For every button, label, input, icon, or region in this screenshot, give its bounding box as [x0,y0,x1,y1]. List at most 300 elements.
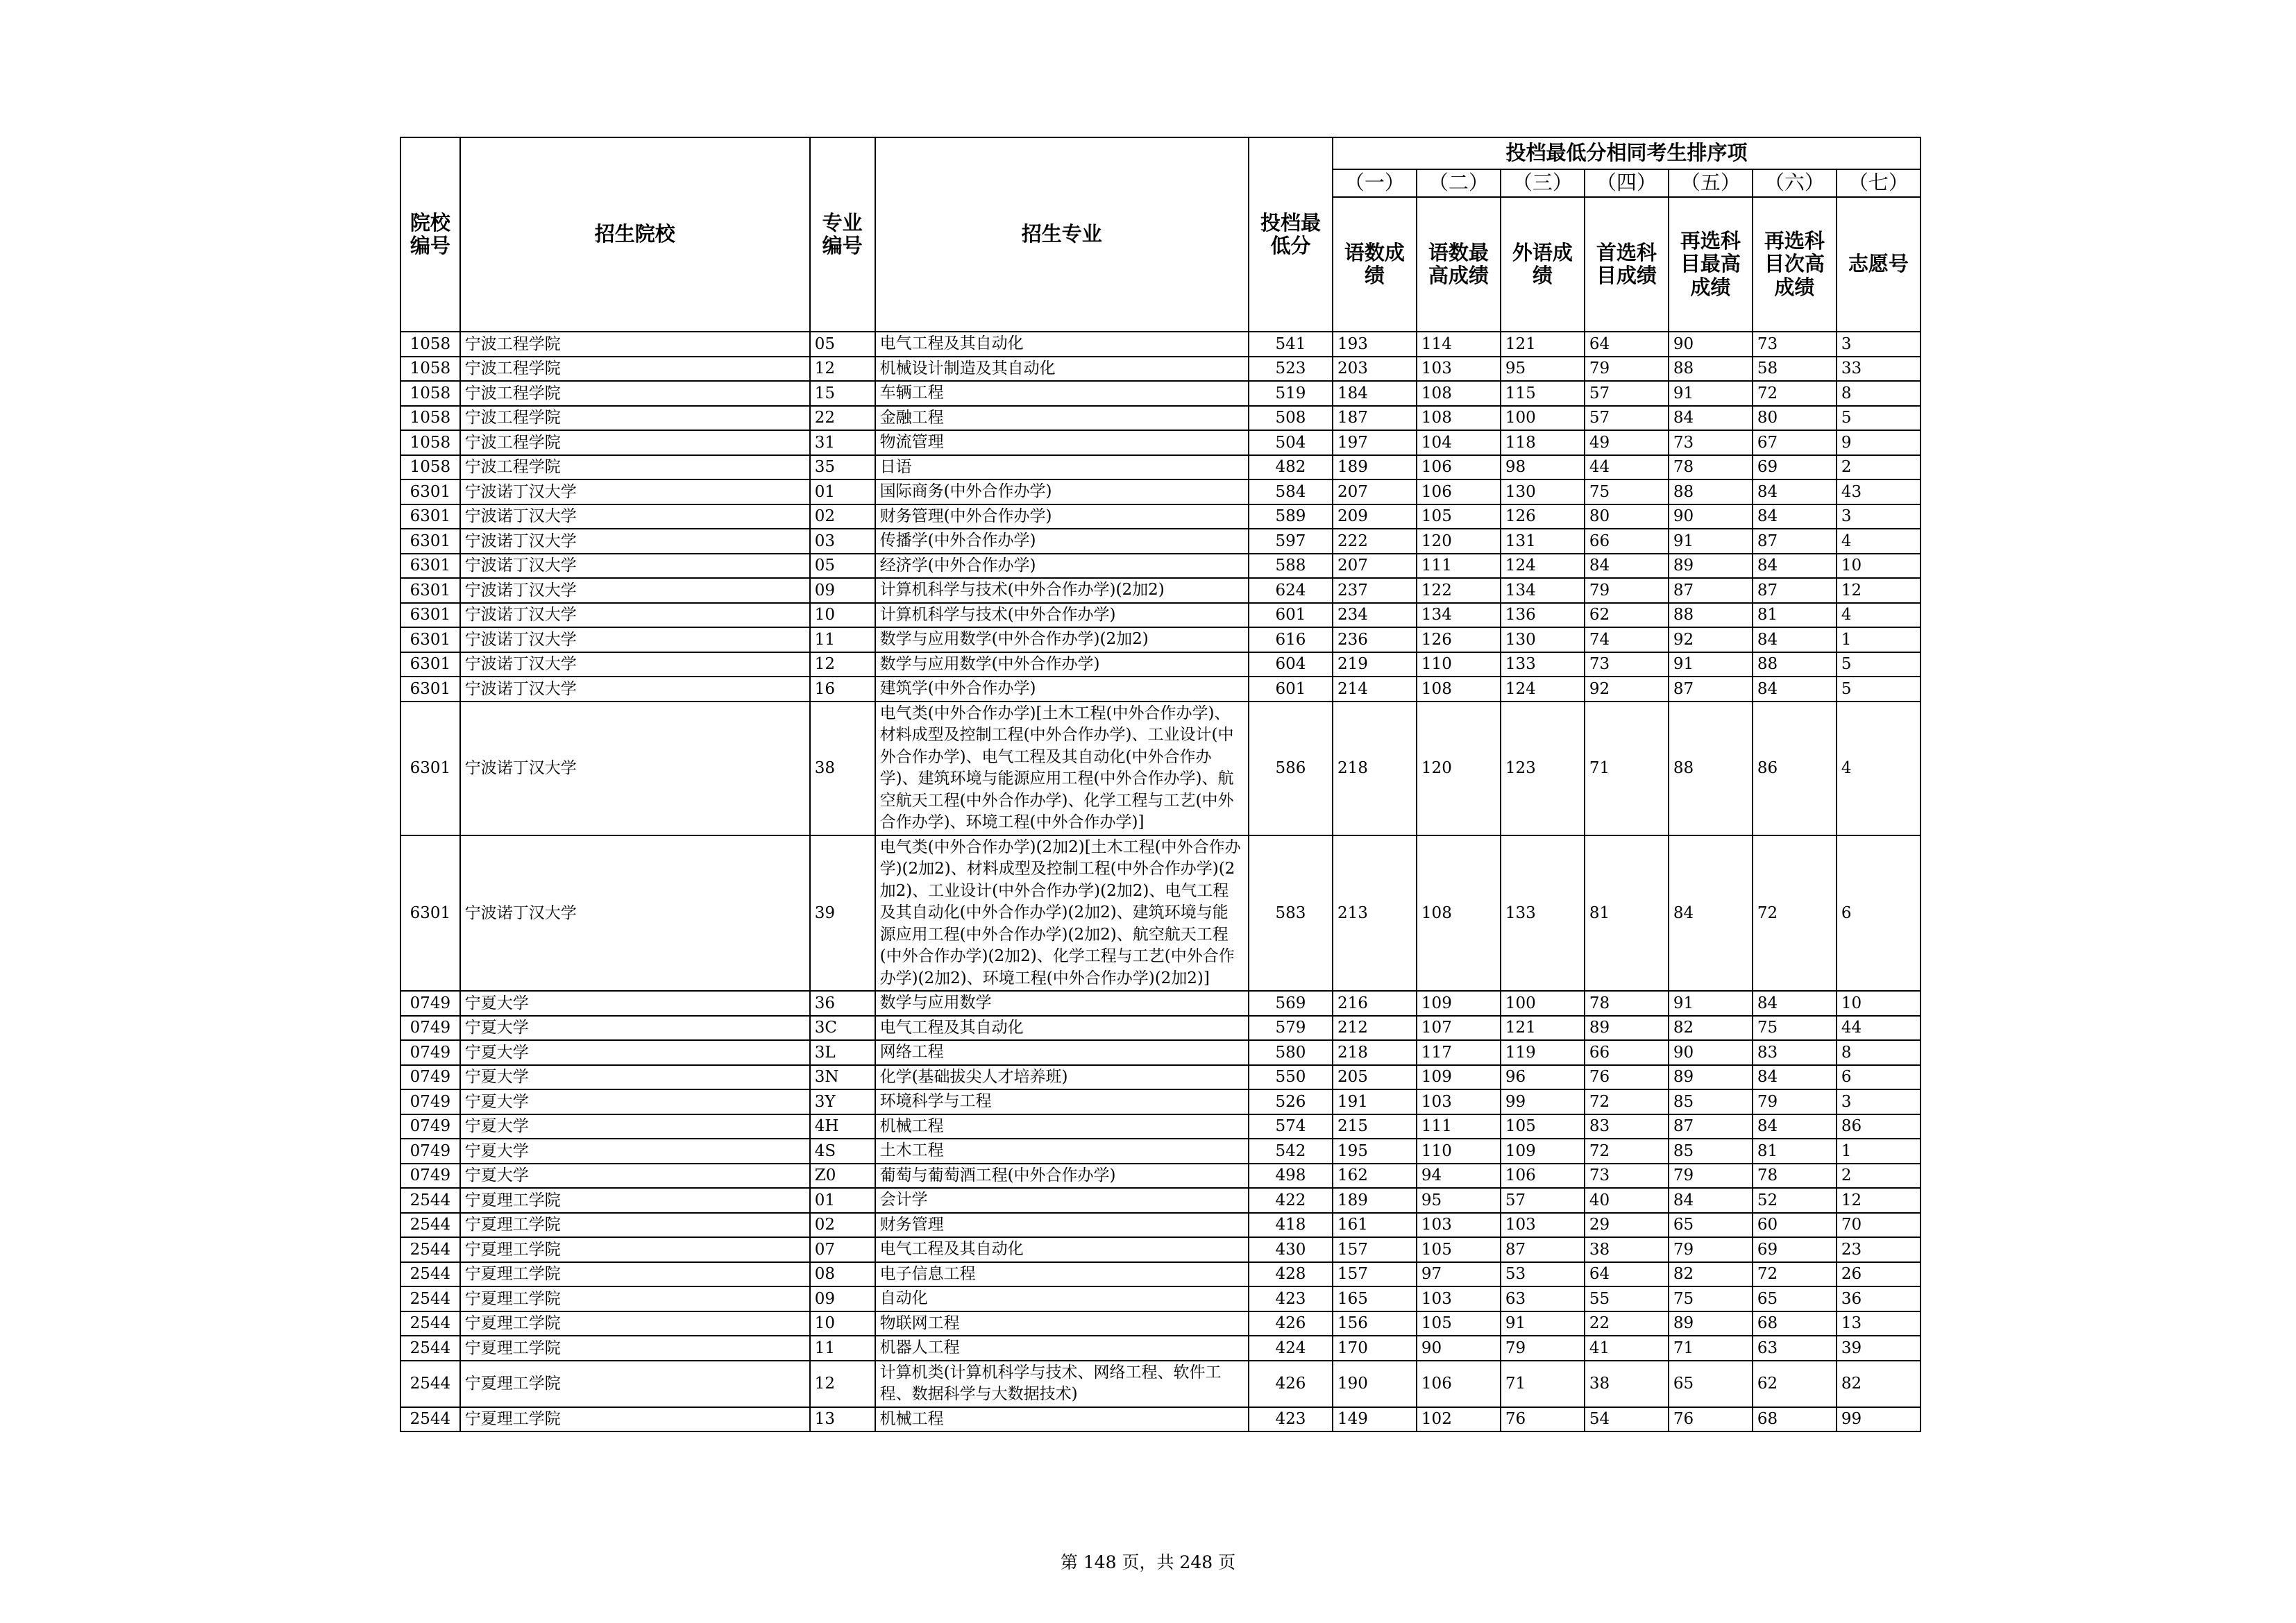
major-code-cell: 10 [810,603,875,628]
tiebreak-4-cell: 74 [1585,627,1669,652]
school-code-cell: 1058 [400,406,460,431]
tiebreak-6-cell: 84 [1753,677,1837,702]
major-code-cell: 11 [810,627,875,652]
major-name-cell: 经济学(中外合作办学) [875,554,1249,579]
tiebreak-5-cell: 84 [1669,835,1753,992]
tiebreak-7-cell: 5 [1837,677,1921,702]
school-code-cell: 6301 [400,702,460,835]
min-score-cell: 541 [1249,332,1333,357]
tiebreak-6-cell: 88 [1753,652,1837,677]
tiebreak-2-cell: 111 [1417,1114,1501,1139]
major-code-cell: 11 [810,1336,875,1361]
tiebreak-7-cell: 9 [1837,430,1921,455]
min-score-cell: 579 [1249,1016,1333,1041]
tiebreak-7-cell: 44 [1837,1016,1921,1041]
school-name-cell: 宁夏理工学院 [460,1311,810,1336]
tiebreak-5-cell: 76 [1669,1407,1753,1432]
major-code-cell: 12 [810,652,875,677]
tiebreak-6-cell: 80 [1753,406,1837,431]
tiebreak-2-cell: 109 [1417,991,1501,1016]
tiebreak-2-cell: 95 [1417,1188,1501,1213]
major-code-cell: Z0 [810,1164,875,1189]
tiebreak-5-cell: 73 [1669,430,1753,455]
tiebreak-3-cell: 100 [1501,406,1585,431]
table-row [400,1188,1921,1213]
school-name-cell: 宁夏大学 [460,1164,810,1189]
tiebreak-7-cell: 8 [1837,381,1921,406]
tiebreak-7-cell: 36 [1837,1286,1921,1311]
tiebreak-7-cell: 43 [1837,479,1921,504]
tiebreak-2-cell: 117 [1417,1040,1501,1065]
tiebreak-3-cell: 124 [1501,554,1585,579]
tiebreak-3-cell: 121 [1501,1016,1585,1041]
school-name-cell: 宁波工程学院 [460,357,810,382]
tiebreak-2-cell: 106 [1417,479,1501,504]
tiebreak-3-cell: 105 [1501,1114,1585,1139]
min-score-cell: 583 [1249,835,1333,992]
tiebreak-1-cell: 213 [1333,835,1417,992]
tiebreak-7-cell: 6 [1837,1065,1921,1090]
tiebreak-5-cell: 88 [1669,603,1753,628]
major-name-cell: 车辆工程 [875,381,1249,406]
tiebreak-4-cell: 92 [1585,677,1669,702]
tiebreak-4-cell: 57 [1585,406,1669,431]
school-code-cell: 0749 [400,1164,460,1189]
table-row [400,1237,1921,1262]
tiebreak-7-cell: 26 [1837,1262,1921,1287]
header-major-name: 招生专业 [875,137,1249,332]
major-name-cell: 财务管理(中外合作办学) [875,504,1249,529]
major-name-cell: 电气类(中外合作办学)(2加2)[土木工程(中外合作办学)(2加2)、材料成型及控制工程(中外合作办学)(2加2)、工业设计(中外合作办学)(2加2)、电气工程及其自动化(中外合作办学)(2加2)、建筑环境与能源应用工程(中外合作办学)(2加2)、航空航天工程(中外合作办学)(2加2)、化学工程与工艺(中外合作办学)(2加2)、环境工程(中外合作办学)(2加2)] [875,835,1249,992]
tiebreak-4-cell: 75 [1585,479,1669,504]
school-name-cell: 宁波诺丁汉大学 [460,835,810,992]
tiebreak-2-cell: 108 [1417,406,1501,431]
tiebreak-3-cell: 100 [1501,991,1585,1016]
tiebreak-6-cell: 84 [1753,991,1837,1016]
tiebreak-4-cell: 84 [1585,554,1669,579]
tiebreak-2-cell: 103 [1417,1286,1501,1311]
major-code-cell: 15 [810,381,875,406]
tiebreak-6-cell: 84 [1753,627,1837,652]
tiebreak-7-cell: 3 [1837,332,1921,357]
tiebreak-4-cell: 78 [1585,991,1669,1016]
tiebreak-1-cell: 218 [1333,702,1417,835]
min-score-cell: 428 [1249,1262,1333,1287]
tiebreak-4-cell: 79 [1585,578,1669,603]
school-name-cell: 宁波工程学院 [460,406,810,431]
tiebreak-3-cell: 99 [1501,1089,1585,1114]
tiebreak-1-cell: 162 [1333,1164,1417,1189]
table-row [400,627,1921,652]
tiebreak-6-cell: 84 [1753,479,1837,504]
tiebreak-3-cell: 103 [1501,1213,1585,1238]
school-code-cell: 0749 [400,991,460,1016]
table-row [400,578,1921,603]
tiebreak-7-cell: 3 [1837,504,1921,529]
school-code-cell: 1058 [400,430,460,455]
header-tiebreak-label-6: 再选科目次高成绩 [1753,197,1837,332]
major-code-cell: 31 [810,430,875,455]
tiebreak-6-cell: 86 [1753,702,1837,835]
tiebreak-4-cell: 40 [1585,1188,1669,1213]
tiebreak-2-cell: 134 [1417,603,1501,628]
header-min-score: 投档最低分 [1249,137,1333,332]
tiebreak-6-cell: 79 [1753,1089,1837,1114]
tiebreak-7-cell: 4 [1837,702,1921,835]
tiebreak-4-cell: 38 [1585,1361,1669,1407]
major-code-cell: 13 [810,1407,875,1432]
major-name-cell: 机器人工程 [875,1336,1249,1361]
table-row [400,1065,1921,1090]
tiebreak-1-cell: 195 [1333,1139,1417,1164]
tiebreak-3-cell: 118 [1501,430,1585,455]
table-row [400,1164,1921,1189]
major-code-cell: 03 [810,529,875,554]
tiebreak-3-cell: 53 [1501,1262,1585,1287]
tiebreak-3-cell: 133 [1501,835,1585,992]
tiebreak-5-cell: 85 [1669,1139,1753,1164]
school-name-cell: 宁波诺丁汉大学 [460,603,810,628]
tiebreak-1-cell: 219 [1333,652,1417,677]
tiebreak-4-cell: 49 [1585,430,1669,455]
tiebreak-7-cell: 13 [1837,1311,1921,1336]
school-name-cell: 宁夏理工学院 [460,1188,810,1213]
tiebreak-6-cell: 73 [1753,332,1837,357]
tiebreak-4-cell: 38 [1585,1237,1669,1262]
table-row [400,1114,1921,1139]
tiebreak-3-cell: 133 [1501,652,1585,677]
tiebreak-7-cell: 70 [1837,1213,1921,1238]
table-row [400,1361,1921,1407]
table-row [400,835,1921,992]
min-score-cell: 616 [1249,627,1333,652]
school-code-cell: 0749 [400,1016,460,1041]
major-code-cell: 09 [810,1286,875,1311]
school-code-cell: 0749 [400,1089,460,1114]
school-name-cell: 宁夏理工学院 [460,1237,810,1262]
tiebreak-3-cell: 109 [1501,1139,1585,1164]
min-score-cell: 426 [1249,1311,1333,1336]
tiebreak-2-cell: 120 [1417,529,1501,554]
tiebreak-3-cell: 71 [1501,1361,1585,1407]
major-code-cell: 3L [810,1040,875,1065]
tiebreak-4-cell: 72 [1585,1139,1669,1164]
school-code-cell: 2544 [400,1286,460,1311]
tiebreak-5-cell: 87 [1669,578,1753,603]
tiebreak-6-cell: 58 [1753,357,1837,382]
tiebreak-1-cell: 189 [1333,455,1417,480]
major-name-cell: 电气类(中外合作办学)[土木工程(中外合作办学)、材料成型及控制工程(中外合作办学)、工业设计(中外合作办学)、电气工程及其自动化(中外合作办学)、建筑环境与能源应用工程(中外合作办学)、航空航天工程(中外合作办学)、化学工程与工艺(中外合作办学)、环境工程(中外合作办学)] [875,702,1249,835]
school-name-cell: 宁波诺丁汉大学 [460,479,810,504]
table-row [400,1336,1921,1361]
tiebreak-4-cell: 22 [1585,1311,1669,1336]
school-code-cell: 2544 [400,1237,460,1262]
major-name-cell: 网络工程 [875,1040,1249,1065]
tiebreak-6-cell: 84 [1753,554,1837,579]
school-name-cell: 宁波工程学院 [460,332,810,357]
major-code-cell: 01 [810,1188,875,1213]
school-name-cell: 宁夏理工学院 [460,1407,810,1432]
tiebreak-2-cell: 105 [1417,1311,1501,1336]
header-tiebreak-ord-6: （六） [1753,169,1837,197]
major-name-cell: 建筑学(中外合作办学) [875,677,1249,702]
major-name-cell: 土木工程 [875,1139,1249,1164]
major-code-cell: 4S [810,1139,875,1164]
tiebreak-6-cell: 78 [1753,1164,1837,1189]
tiebreak-2-cell: 105 [1417,504,1501,529]
tiebreak-5-cell: 87 [1669,1114,1753,1139]
tiebreak-1-cell: 207 [1333,479,1417,504]
major-code-cell: 09 [810,578,875,603]
tiebreak-5-cell: 89 [1669,554,1753,579]
min-score-cell: 601 [1249,677,1333,702]
tiebreak-4-cell: 80 [1585,504,1669,529]
table-row [400,406,1921,431]
major-name-cell: 电子信息工程 [875,1262,1249,1287]
major-code-cell: 01 [810,479,875,504]
tiebreak-3-cell: 121 [1501,332,1585,357]
table-body [400,332,1921,1431]
tiebreak-3-cell: 124 [1501,677,1585,702]
tiebreak-1-cell: 218 [1333,1040,1417,1065]
tiebreak-1-cell: 157 [1333,1262,1417,1287]
header-tiebreak-label-7: 志愿号 [1837,197,1921,332]
tiebreak-1-cell: 205 [1333,1065,1417,1090]
tiebreak-4-cell: 73 [1585,652,1669,677]
tiebreak-5-cell: 89 [1669,1311,1753,1336]
tiebreak-1-cell: 157 [1333,1237,1417,1262]
major-code-cell: 36 [810,991,875,1016]
tiebreak-5-cell: 82 [1669,1262,1753,1287]
major-name-cell: 机械工程 [875,1114,1249,1139]
school-name-cell: 宁夏理工学院 [460,1286,810,1311]
tiebreak-2-cell: 109 [1417,1065,1501,1090]
major-name-cell: 机械工程 [875,1407,1249,1432]
tiebreak-4-cell: 55 [1585,1286,1669,1311]
tiebreak-2-cell: 103 [1417,357,1501,382]
major-code-cell: 4H [810,1114,875,1139]
tiebreak-3-cell: 134 [1501,578,1585,603]
header-tiebreak-ord-2: （二） [1417,169,1501,197]
major-name-cell: 传播学(中外合作办学) [875,529,1249,554]
tiebreak-3-cell: 79 [1501,1336,1585,1361]
tiebreak-5-cell: 91 [1669,991,1753,1016]
table-row [400,1089,1921,1114]
tiebreak-7-cell: 2 [1837,1164,1921,1189]
school-code-cell: 2544 [400,1188,460,1213]
school-code-cell: 1058 [400,332,460,357]
min-score-cell: 519 [1249,381,1333,406]
school-code-cell: 6301 [400,504,460,529]
tiebreak-6-cell: 62 [1753,1361,1837,1407]
tiebreak-3-cell: 91 [1501,1311,1585,1336]
tiebreak-1-cell: 203 [1333,357,1417,382]
tiebreak-7-cell: 5 [1837,652,1921,677]
min-score-cell: 482 [1249,455,1333,480]
tiebreak-2-cell: 120 [1417,702,1501,835]
tiebreak-5-cell: 87 [1669,677,1753,702]
tiebreak-5-cell: 91 [1669,529,1753,554]
tiebreak-7-cell: 23 [1837,1237,1921,1262]
table-row [400,677,1921,702]
major-name-cell: 环境科学与工程 [875,1089,1249,1114]
tiebreak-1-cell: 149 [1333,1407,1417,1432]
tiebreak-5-cell: 75 [1669,1286,1753,1311]
major-name-cell: 化学(基础拔尖人才培养班) [875,1065,1249,1090]
min-score-cell: 504 [1249,430,1333,455]
min-score-cell: 601 [1249,603,1333,628]
tiebreak-1-cell: 197 [1333,430,1417,455]
tiebreak-3-cell: 131 [1501,529,1585,554]
tiebreak-1-cell: 214 [1333,677,1417,702]
tiebreak-2-cell: 107 [1417,1016,1501,1041]
tiebreak-5-cell: 88 [1669,479,1753,504]
tiebreak-6-cell: 68 [1753,1311,1837,1336]
major-name-cell: 葡萄与葡萄酒工程(中外合作办学) [875,1164,1249,1189]
tiebreak-2-cell: 110 [1417,1139,1501,1164]
major-code-cell: 3N [810,1065,875,1090]
tiebreak-3-cell: 57 [1501,1188,1585,1213]
table-row [400,1311,1921,1336]
school-code-cell: 2544 [400,1361,460,1407]
school-name-cell: 宁夏理工学院 [460,1361,810,1407]
tiebreak-4-cell: 66 [1585,1040,1669,1065]
tiebreak-4-cell: 64 [1585,332,1669,357]
tiebreak-2-cell: 102 [1417,1407,1501,1432]
min-score-cell: 526 [1249,1089,1333,1114]
min-score-cell: 423 [1249,1286,1333,1311]
major-name-cell: 计算机科学与技术(中外合作办学)(2加2) [875,578,1249,603]
school-name-cell: 宁夏大学 [460,1114,810,1139]
tiebreak-6-cell: 52 [1753,1188,1837,1213]
tiebreak-1-cell: 156 [1333,1311,1417,1336]
table-row [400,504,1921,529]
min-score-cell: 418 [1249,1213,1333,1238]
major-code-cell: 22 [810,406,875,431]
school-code-cell: 2544 [400,1262,460,1287]
tiebreak-5-cell: 71 [1669,1336,1753,1361]
tiebreak-4-cell: 71 [1585,702,1669,835]
tiebreak-3-cell: 123 [1501,702,1585,835]
min-score-cell: 586 [1249,702,1333,835]
major-code-cell: 12 [810,357,875,382]
major-name-cell: 金融工程 [875,406,1249,431]
school-code-cell: 0749 [400,1139,460,1164]
tiebreak-1-cell: 189 [1333,1188,1417,1213]
school-name-cell: 宁夏大学 [460,1065,810,1090]
min-score-cell: 422 [1249,1188,1333,1213]
header-tiebreak-ord-1: （一） [1333,169,1417,197]
tiebreak-3-cell: 119 [1501,1040,1585,1065]
header-tiebreak-ord-5: （五） [1669,169,1753,197]
tiebreak-7-cell: 2 [1837,455,1921,480]
major-name-cell: 计算机科学与技术(中外合作办学) [875,603,1249,628]
tiebreak-6-cell: 72 [1753,835,1837,992]
tiebreak-2-cell: 108 [1417,835,1501,992]
school-name-cell: 宁夏大学 [460,991,810,1016]
table-row [400,702,1921,835]
table-row [400,479,1921,504]
school-code-cell: 1058 [400,455,460,480]
school-name-cell: 宁波诺丁汉大学 [460,702,810,835]
tiebreak-5-cell: 90 [1669,1040,1753,1065]
table-row [400,1262,1921,1287]
tiebreak-6-cell: 81 [1753,1139,1837,1164]
tiebreak-7-cell: 12 [1837,1188,1921,1213]
tiebreak-3-cell: 115 [1501,381,1585,406]
tiebreak-6-cell: 65 [1753,1286,1837,1311]
tiebreak-5-cell: 88 [1669,357,1753,382]
school-code-cell: 6301 [400,652,460,677]
tiebreak-5-cell: 84 [1669,406,1753,431]
major-code-cell: 10 [810,1311,875,1336]
tiebreak-1-cell: 184 [1333,381,1417,406]
table-row [400,991,1921,1016]
page-number: 第 148 页，共 248 页 [1060,1552,1236,1572]
min-score-cell: 597 [1249,529,1333,554]
tiebreak-7-cell: 6 [1837,835,1921,992]
table-row [400,332,1921,357]
tiebreak-3-cell: 98 [1501,455,1585,480]
tiebreak-5-cell: 88 [1669,702,1753,835]
table-row [400,554,1921,579]
tiebreak-3-cell: 130 [1501,627,1585,652]
tiebreak-7-cell: 1 [1837,1139,1921,1164]
table-row [400,455,1921,480]
school-name-cell: 宁波诺丁汉大学 [460,677,810,702]
header-school-code: 院校编号 [400,137,460,332]
school-name-cell: 宁波诺丁汉大学 [460,627,810,652]
min-score-cell: 569 [1249,991,1333,1016]
tiebreak-2-cell: 103 [1417,1089,1501,1114]
tiebreak-4-cell: 54 [1585,1407,1669,1432]
major-name-cell: 物联网工程 [875,1311,1249,1336]
tiebreak-4-cell: 76 [1585,1065,1669,1090]
school-name-cell: 宁波诺丁汉大学 [460,652,810,677]
tiebreak-7-cell: 10 [1837,991,1921,1016]
header-tiebreak-label-2: 语数最高成绩 [1417,197,1501,332]
tiebreak-2-cell: 106 [1417,455,1501,480]
table-row [400,652,1921,677]
table-row [400,1213,1921,1238]
tiebreak-4-cell: 73 [1585,1164,1669,1189]
tiebreak-7-cell: 1 [1837,627,1921,652]
tiebreak-4-cell: 41 [1585,1336,1669,1361]
tiebreak-6-cell: 83 [1753,1040,1837,1065]
min-score-cell: 580 [1249,1040,1333,1065]
tiebreak-7-cell: 4 [1837,529,1921,554]
school-code-cell: 2544 [400,1407,460,1432]
major-name-cell: 电气工程及其自动化 [875,1016,1249,1041]
tiebreak-5-cell: 79 [1669,1237,1753,1262]
min-score-cell: 423 [1249,1407,1333,1432]
tiebreak-2-cell: 108 [1417,677,1501,702]
major-code-cell: 05 [810,554,875,579]
table-row [400,430,1921,455]
tiebreak-4-cell: 72 [1585,1089,1669,1114]
tiebreak-6-cell: 84 [1753,1114,1837,1139]
major-name-cell: 计算机类(计算机科学与技术、网络工程、软件工程、数据科学与大数据技术) [875,1361,1249,1407]
min-score-cell: 584 [1249,479,1333,504]
header-tiebreak-ord-3: （三） [1501,169,1585,197]
tiebreak-1-cell: 212 [1333,1016,1417,1041]
tiebreak-4-cell: 79 [1585,357,1669,382]
major-name-cell: 物流管理 [875,430,1249,455]
min-score-cell: 542 [1249,1139,1333,1164]
tiebreak-6-cell: 63 [1753,1336,1837,1361]
table-row [400,357,1921,382]
tiebreak-4-cell: 44 [1585,455,1669,480]
